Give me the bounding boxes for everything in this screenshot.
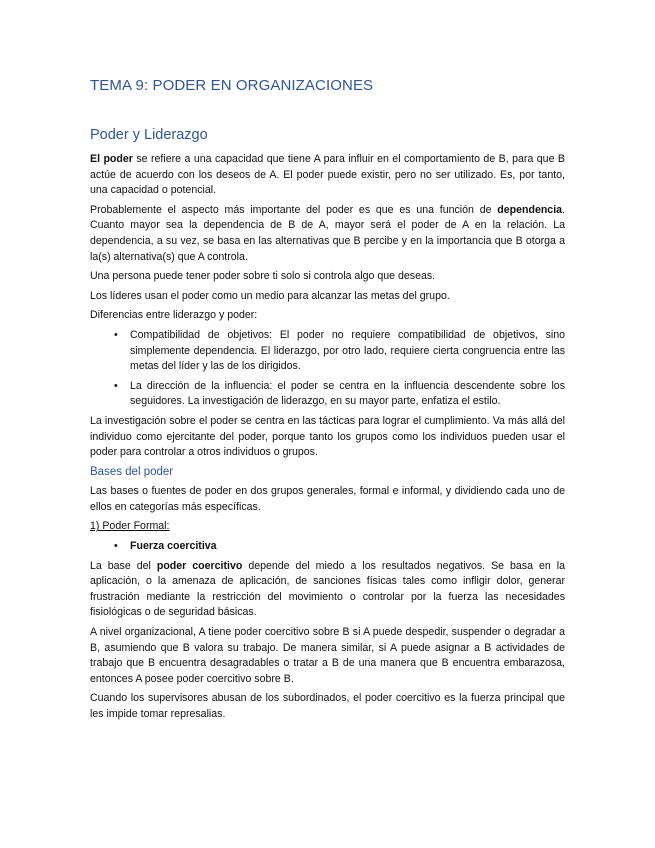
bullet-icon: • <box>114 540 118 553</box>
paragraph-control: Una persona puede tener poder sobre ti solo si controla algo que deseas. <box>90 270 436 283</box>
bold-term: El poder <box>90 153 133 165</box>
paragraph-supervisores: Cuando los supervisores abusan de los subordinados, el poder coercitivo es la fuerza principal que les impide tomar represalias. <box>90 692 565 720</box>
document-body <box>90 76 565 727</box>
paragraph-text: . Cuanto mayor sea la dependencia de B de A, mayor será el poder de A en la relación. La dependencia, a su vez, se basa en las alternativas que B percibe y en la importancia que B otorga a la(s) alternativa(s) que A controla. <box>90 203 565 263</box>
subheading-poder-formal <box>90 519 565 535</box>
list-item <box>90 379 565 410</box>
paragraph-investigacion: La investigación sobre el poder se centra en las tácticas para lograr el cumplimiento. Va más allá del individuo como ejercitante del poder, porque tanto los grupos como los individuos pueden usar el poder para controlar a otros individuos o grupos. <box>90 414 565 459</box>
paragraph-dependencia <box>90 203 565 265</box>
paragraph-text: La base del <box>90 559 157 572</box>
bullet-icon: • <box>114 379 118 392</box>
bold-term: dependencia <box>497 203 563 216</box>
list-item <box>90 539 565 555</box>
paragraph-nivel-organizacional: A nivel organizacional, A tiene poder coercitivo sobre B si A puede despedir, suspender o degradar a B, asumiendo que B valora su trabajo. De manera similar, si A puede asignar a B actividades de trabajo que B encuentra desagradables o tratar a B de una manera que B encuentra embarazosa, entonces A posee poder coercitivo sobre B. <box>90 626 565 685</box>
paragraph-poder-coercitivo <box>90 559 565 621</box>
paragraph-diferencias: Diferencias entre liderazgo y poder: <box>90 309 258 322</box>
section-heading-bases-poder: Bases del poder <box>90 465 174 478</box>
list-item <box>90 328 565 375</box>
bold-term: poder coercitivo <box>156 559 243 572</box>
list-item-text: Fuerza coercitiva <box>130 540 217 553</box>
list-item-text: La dirección de la influencia: el poder se centra en la influencia descendente sobre los seguidores. La investigación de liderazgo, en su mayor parte, enfatiza el estilo. <box>130 379 565 408</box>
paragraph-definicion-poder <box>90 152 565 199</box>
paragraph-bases: Las bases o fuentes de poder en dos grupos generales, formal e informal, y dividiendo cada uno de ellos en categorías más específicas. <box>90 485 565 513</box>
paragraph-text: se refiere a una capacidad que tiene A para influir en el comportamiento de B, para que B actúe de acuerdo con los deseos de A. El poder puede existir, pero no ser utilizado. Es, por tanto, una capacidad o potencial. <box>90 153 565 197</box>
section-heading-poder-liderazgo: Poder y Liderazgo <box>90 127 208 143</box>
paragraph-text: depende del miedo a los resultados negativos. Se basa en la aplicación, o la amenaza de aplicación, de sanciones físicas tales como infligir dolor, generar frustración mediante la restricción del movimiento o controlar por la fuerza las necesidades fisiológicas o de seguridad básicas. <box>90 559 565 619</box>
formal-power-list <box>90 539 565 555</box>
paragraph-lideres: Los líderes usan el poder como un medio para alcanzar las metas del grupo. <box>90 289 450 302</box>
document-title: TEMA 9: PODER EN ORGANIZACIONES <box>90 77 374 94</box>
differences-list <box>90 328 565 410</box>
list-item-text: Compatibilidad de objetivos: El poder no requiere compatibilidad de objetivos, sino simplemente dependencia. El liderazgo, por otro lado, requiere cierta congruencia entre las metas del líder y las de los dirigidos. <box>130 328 565 373</box>
bullet-icon: • <box>114 328 118 341</box>
subheading-text: 1) Poder Formal: <box>90 520 170 533</box>
paragraph-text: Probablemente el aspecto más importante del poder es que es una función de <box>90 203 498 216</box>
